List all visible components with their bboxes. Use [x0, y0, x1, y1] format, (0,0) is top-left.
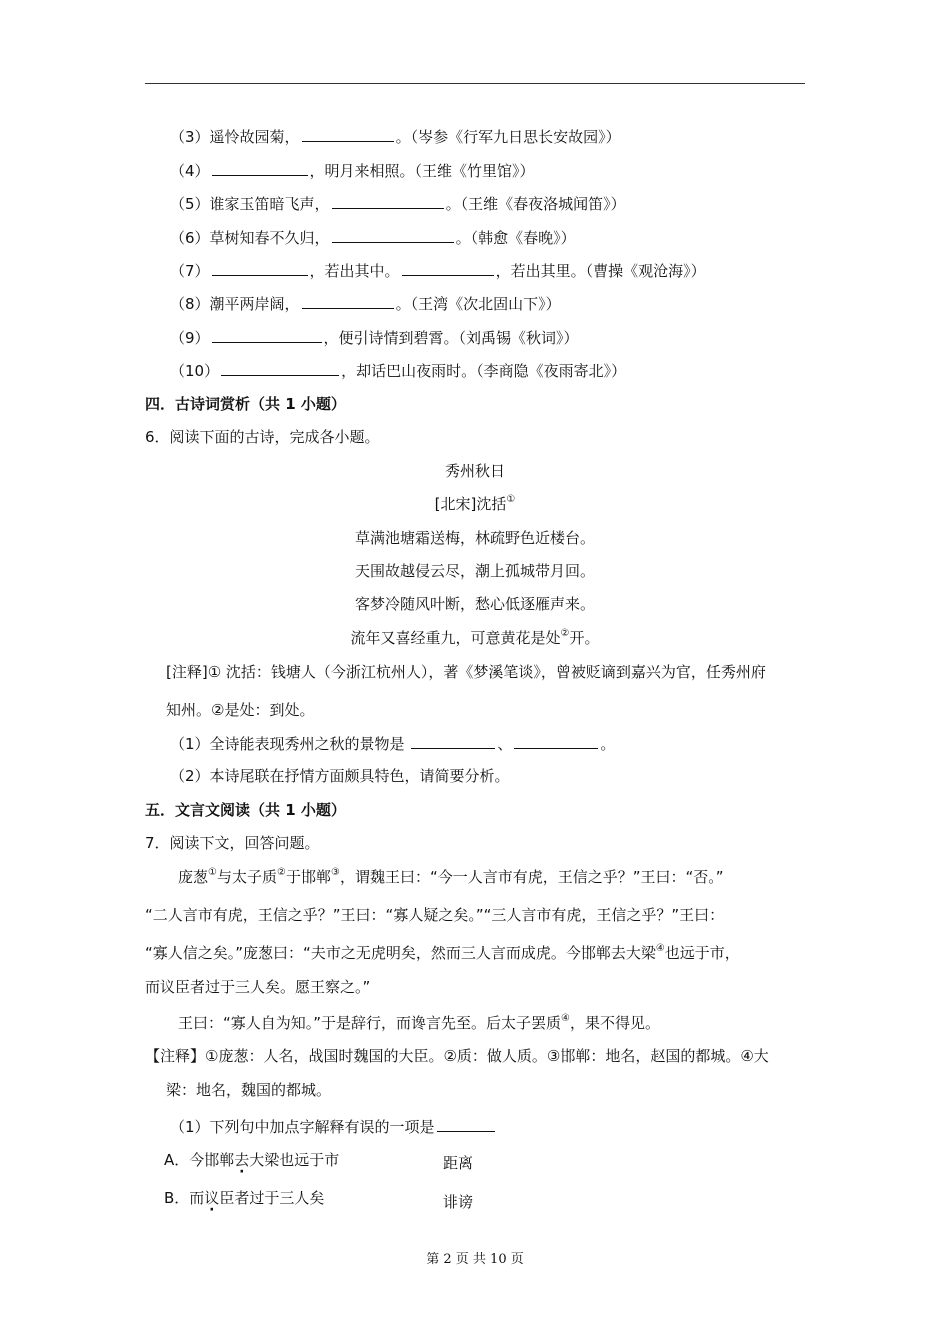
poem-note-line-1: [注释]① 沈括：钱塘人（今浙江杭州人），著《梦溪笔谈》，曾被贬谪到嘉兴为官，任秀州府	[166, 663, 766, 681]
item-number: （4）	[170, 162, 210, 180]
header-rule	[145, 83, 805, 84]
question-7-1: （1）下列句中加点字解释有误的一项是	[170, 1116, 497, 1137]
item-number: （6）	[170, 229, 210, 247]
item-number: （5）	[170, 195, 210, 213]
footnote-marker: ①	[506, 494, 516, 505]
item-number: （10）	[170, 362, 220, 380]
passage-line-1: 庞葱①与太子质②于邯郸③，谓魏王曰：“今一人言市有虎，王信之乎？”王曰：“否。”	[178, 867, 724, 886]
item-number: （8）	[170, 295, 210, 313]
fill-item-3	[170, 126, 621, 147]
poem-title: 秀州秋日	[444, 462, 505, 480]
question-6: 6．阅读下面的古诗，完成各小题。	[145, 428, 380, 446]
answer-blank[interactable]	[212, 260, 308, 276]
passage-line-5: 王曰：“寡人自为知。”于是辞行，而谗言先至。后太子罢质④，果不得见。	[178, 1013, 661, 1032]
poem-line-4: 流年又喜经重九，可意黄花是处②开。	[350, 628, 600, 647]
fill-item-4	[170, 160, 535, 181]
poem-line-1: 草满池塘霜送梅，林疏野色近楼台。	[354, 529, 595, 547]
item-text: 草树知春不久归，	[209, 229, 330, 247]
passage-line-2: “二人言市有虎，王信之乎？”王曰：“寡人疑之矣。”“三人言市有虎，王信之乎？”王曰：	[145, 906, 725, 924]
fill-item-9	[170, 327, 579, 348]
fill-item-8	[170, 293, 561, 314]
item-text: ，若出其里。（曹操《观沧海》）	[495, 262, 706, 280]
answer-blank[interactable]	[332, 227, 454, 243]
fill-item-7	[170, 260, 706, 281]
section-heading-5: 五．文言文阅读（共 1 小题）	[145, 801, 346, 819]
item-text: 。（岑参《行军九日思长安故园》）	[395, 128, 621, 146]
poem-line-2: 天围故越侵云尽，潮上孤城带月回。	[354, 562, 595, 580]
emphasized-char: 去	[234, 1151, 250, 1169]
answer-blank[interactable]	[302, 293, 394, 309]
item-text: ，若出其中。	[309, 262, 400, 280]
passage-line-4: 而议臣者过于三人矣。愿王察之。”	[145, 978, 371, 996]
answer-blank[interactable]	[221, 360, 339, 376]
passage-note-line-1: 【注释】①庞葱：人名，战国时魏国的大臣。②质：做人质。③邯郸：地名，赵国的都城。④大	[145, 1047, 769, 1065]
item-text: ，却话巴山夜雨时。（李商隐《夜雨寄北》）	[341, 362, 627, 380]
item-number: （7）	[170, 262, 210, 280]
answer-blank[interactable]	[514, 733, 598, 749]
item-text: 潮平两岸阔，	[209, 295, 300, 313]
option-b-meaning: 诽谤	[443, 1193, 474, 1211]
fill-item-5	[170, 193, 626, 214]
poem-note-line-2: 知州。②是处：到处。	[166, 701, 315, 719]
passage-line-3: “寡人信之矣。”庞葱曰：“夫市之无虎明矣，然而三人言而成虎。今邯郸去大梁④也远于市，	[145, 943, 740, 962]
answer-blank[interactable]	[302, 126, 394, 142]
fill-item-10	[170, 360, 626, 381]
section-heading-4: 四．古诗词赏析（共 1 小题）	[145, 395, 346, 413]
fill-item-6	[170, 227, 576, 248]
option-a-meaning: 距离	[443, 1154, 474, 1172]
answer-blank[interactable]	[402, 260, 494, 276]
answer-blank[interactable]	[332, 193, 444, 209]
question-6-1: （1）全诗能表现秀州之秋的景物是 、 。	[170, 735, 616, 753]
item-text: 谁家玉笛暗飞声，	[209, 195, 330, 213]
option-a[interactable]: A．今邯郸去大梁也远于市	[164, 1151, 340, 1169]
question-7: 7．阅读下文，回答问题。	[145, 834, 320, 852]
item-number: （3）	[170, 128, 210, 146]
emphasized-char: 议	[204, 1189, 220, 1207]
page-footer: 第 2 页 共 10 页	[426, 1252, 524, 1267]
item-text: ，明月来相照。（王维《竹里馆》）	[309, 162, 535, 180]
item-number: （9）	[170, 329, 210, 347]
footnote-marker: ②	[560, 628, 570, 639]
item-text: 。（王维《春夜洛城闻笛》）	[445, 195, 626, 213]
item-text: 遥怜故园菊，	[209, 128, 300, 146]
poem-line-3: 客梦冷随风叶断，愁心低逐雁声来。	[354, 595, 595, 613]
item-text: 。（韩愈《春晚》）	[455, 229, 576, 247]
question-6-2: （2）本诗尾联在抒情方面颇具特色，请简要分析。	[170, 767, 510, 785]
item-text: 。（王湾《次北固山下》）	[395, 295, 561, 313]
answer-blank[interactable]	[437, 1116, 495, 1132]
answer-blank[interactable]	[212, 160, 308, 176]
answer-blank[interactable]	[212, 327, 322, 343]
passage-note-line-2: 梁：地名，魏国的都城。	[166, 1081, 332, 1099]
answer-blank[interactable]	[411, 733, 495, 749]
option-b[interactable]: B．而议臣者过于三人矣	[164, 1189, 325, 1207]
poem-author: [北宋]沈括①	[434, 494, 516, 513]
item-text: ，便引诗情到碧霄。（刘禹锡《秋词》）	[323, 329, 579, 347]
